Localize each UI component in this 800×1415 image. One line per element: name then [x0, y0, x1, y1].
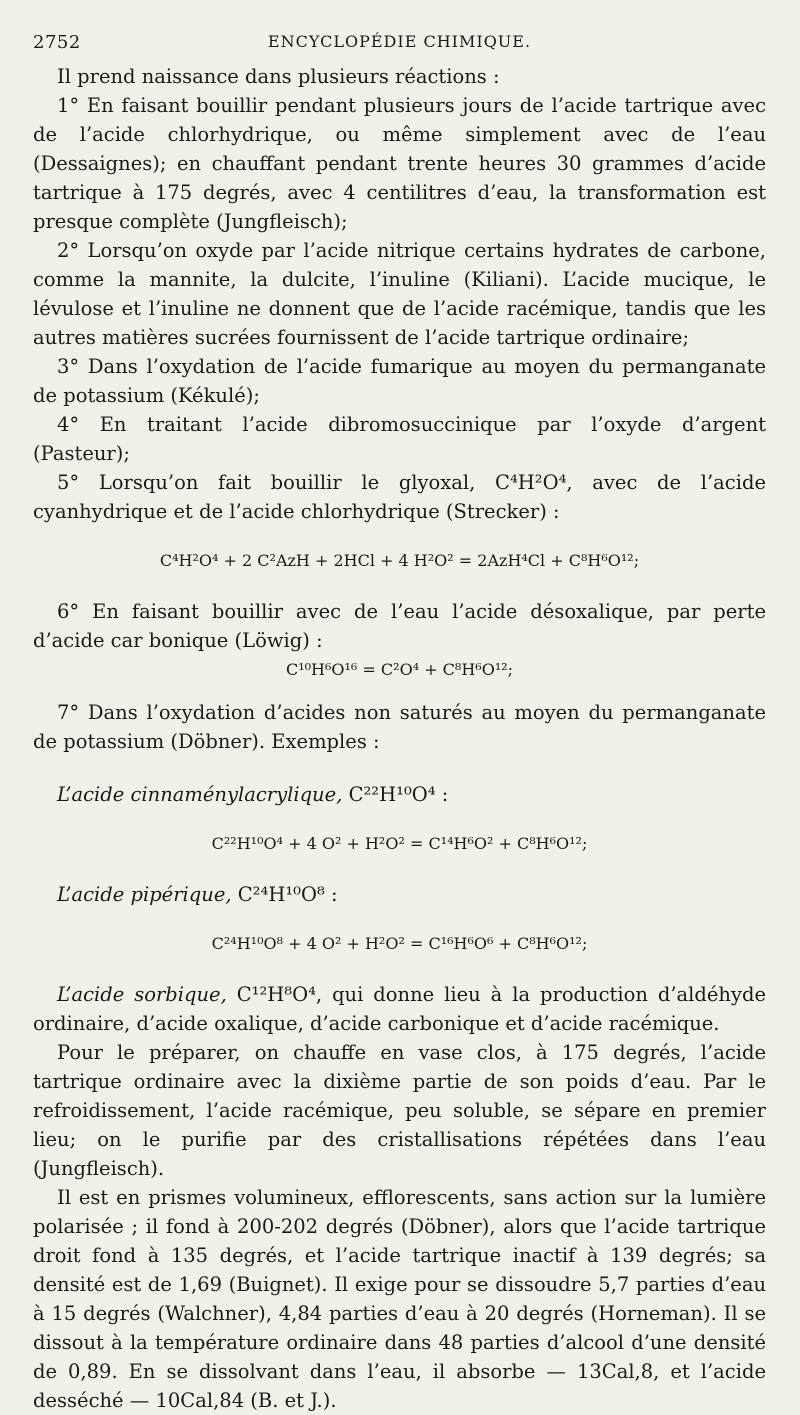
example-3-name: L’acide sorbique, — [57, 983, 227, 1006]
page-header — [33, 32, 766, 62]
page-number: 2752 — [33, 32, 81, 53]
equation-1: C⁴H²O⁴ + 2 C²AzH + 2HCl + 4 H²O² = 2AzH⁴Cl + C⁸H⁶O¹²; — [159, 551, 640, 570]
paragraph-item-2: 2° Lorsqu’on oxyde par l’acide nitrique certains hydrates de carbone, comme la mannite, la dulcite, l’inuline (Kiliani). L’acide mucique, le lévulose et l’inuline ne donnent que de l’acide racémique, tandis que les autres matières sucrées fournissent de l’acide tartrique ordinaire; — [33, 239, 766, 349]
example-2-formula: C²⁴H¹⁰O⁸ : — [237, 883, 338, 906]
paragraph-item-3: 3° Dans l’oxydation de l’acide fumarique au moyen du permanganate de potassium (Kékulé); — [33, 355, 766, 407]
example-1 — [33, 780, 766, 809]
paragraph-intro: Il prend naissance dans plusieurs réactions : — [57, 65, 500, 88]
example-3 — [33, 980, 766, 1038]
example-3-rest: C¹²H⁸O⁴, qui donne lieu à la production d’aldéhyde ordinaire, d’acide oxalique, d’acide carbonique et d’acide racémique. — [33, 983, 767, 1035]
paragraph-item-6: 6° En faisant bouillir avec de l’eau l’acide désoxalique, par perte d’acide car bonique (Löwig) : — [33, 600, 766, 652]
example-2-name: L’acide pipérique, — [57, 883, 232, 906]
example-2 — [33, 880, 766, 909]
equation-3: C²²H¹⁰O⁴ + 4 O² + H²O² = C¹⁴H⁶O² + C⁸H⁶O¹²; — [211, 834, 588, 853]
running-title: ENCYCLOPÉDIE CHIMIQUE. — [267, 32, 532, 51]
equation-2: C¹⁰H⁶O¹⁶ = C²O⁴ + C⁸H⁶O¹²; — [285, 660, 514, 679]
equation-4: C²⁴H¹⁰O⁸ + 4 O² + H²O² = C¹⁶H⁶O⁶ + C⁸H⁶O¹²; — [211, 934, 588, 953]
paragraph-properties: Il est en prismes volumineux, efflorescents, sans action sur la lumière polarisée ; il fond à 200-202 degrés (Döbner), alors que l’acide tartrique droit fond à 135 degrés, et l’acide tartrique inactif à 139 degrés; sa densité est de 1,69 (Buignet). Il exige pour se dissoudre 5,7 parties d’eau à 15 degrés (Walchner), 4,84 parties d’eau à 20 degrés (Horneman). Il se dissout à la température ordinaire dans 48 parties d’alcool d’une densité de 0,89. En se dissolvant dans l’eau, il absorbe — 13Cal,8, et l’acide desséché — 10Cal,84 (B. et J.). — [33, 1186, 766, 1412]
paragraph-item-1: 1° En faisant bouillir pendant plusieurs jours de l’acide tartrique avec de l’acide chlorhydrique, ou même simplement avec de l’eau (Dessaignes); en chauffant pendant trente heures 30 grammes d’acide tartrique à 175 degrés, avec 4 centilitres d’eau, la transformation est presque complète (Jungfleisch); — [33, 94, 766, 233]
example-1-name: L’acide cinnaménylacrylique, — [57, 783, 343, 806]
paragraph-item-5: 5° Lorsqu’on fait bouillir le glyoxal, C⁴H²O⁴, avec de l’acide cyanhydrique et de l’acide chlorhydrique (Strecker) : — [33, 471, 766, 523]
body-text — [33, 62, 766, 1415]
paragraph-item-4: 4° En traitant l’acide dibromosuccinique par l’oxyde d’argent (Pasteur); — [33, 413, 766, 465]
paragraph-preparation: Pour le préparer, on chauffe en vase clos, à 175 degrés, l’acide tartrique ordinaire avec la dixième partie de son poids d’eau. Par le refroidissement, l’acide racémique, peu soluble, se sépare en premier lieu; on le purifie par des cristallisations répétées dans l’eau (Jungfleisch). — [33, 1041, 766, 1180]
paragraph-item-7: 7° Dans l’oxydation d’acides non saturés au moyen du permanganate de potassium (Döbner). Exemples : — [33, 701, 766, 753]
example-1-formula: C²²H¹⁰O⁴ : — [348, 783, 449, 806]
